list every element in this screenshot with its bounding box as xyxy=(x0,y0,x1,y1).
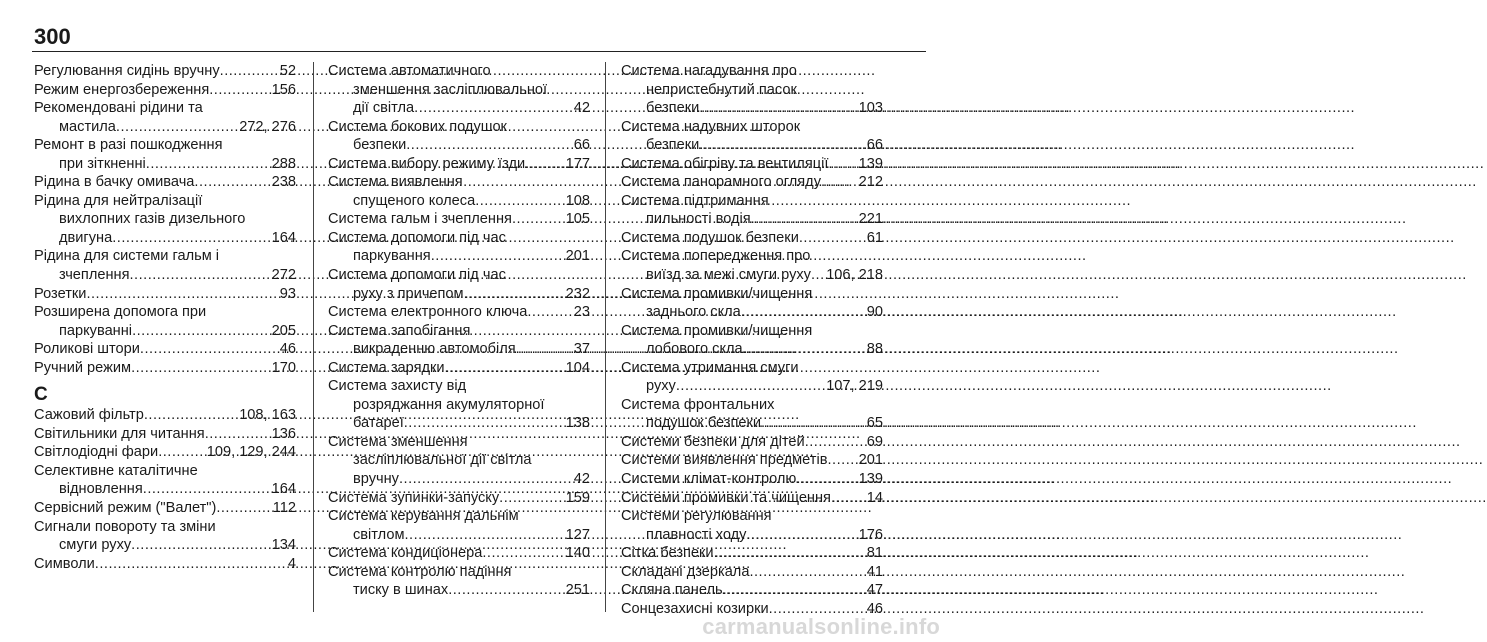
page-reference: 221 xyxy=(858,211,883,228)
dot-leader xyxy=(743,340,867,359)
index-entry-text: Система виявлення xyxy=(328,174,463,191)
dot-leader xyxy=(749,563,866,582)
index-entry-text: Скляна панель xyxy=(621,582,723,599)
index-entry xyxy=(621,433,883,452)
dot-leader xyxy=(216,499,272,518)
index-entry-text: викраденню автомобіля xyxy=(353,341,516,358)
index-entry xyxy=(328,210,590,229)
dot-leader xyxy=(144,406,239,425)
index-entry-text: Система нагадування про xyxy=(621,63,797,79)
index-entry xyxy=(34,136,296,173)
index-entry-text: при зіткненні xyxy=(59,155,146,172)
index-entry-text: Системи регулювання xyxy=(621,508,772,525)
dot-leader xyxy=(676,377,826,396)
page-reference: 288 xyxy=(271,155,296,172)
dot-leader xyxy=(399,470,574,489)
index-entry-text: Система промивки/чищення xyxy=(621,322,813,339)
page-reference: 69 xyxy=(866,433,883,450)
index-entry-text: Система надувних шторок xyxy=(621,118,801,135)
page-reference: 139 xyxy=(858,155,883,172)
index-entry-text: Система електронного ключа xyxy=(328,304,528,321)
header-rule xyxy=(32,51,926,52)
dot-leader xyxy=(831,489,867,508)
dot-leader xyxy=(796,470,858,489)
index-column-right xyxy=(621,62,883,618)
dot-leader xyxy=(482,544,565,563)
page-reference: 66 xyxy=(866,137,883,154)
page-reference: 90 xyxy=(866,304,883,321)
page-reference: 159 xyxy=(565,489,590,506)
index-entry-text: Сажовий фільтр xyxy=(34,407,144,424)
dot-leader xyxy=(445,359,566,378)
page-reference: 42 xyxy=(573,471,590,488)
index-entry-text: Рідина для нейтралізації xyxy=(34,192,203,209)
index-entry-text: Система допомоги під час xyxy=(328,229,506,246)
index-entry-text: Система допомоги під час xyxy=(328,267,506,284)
index-entry xyxy=(328,155,590,174)
index-entry xyxy=(34,303,296,340)
index-entry-text: паркування xyxy=(353,248,431,265)
dot-leader xyxy=(209,81,271,100)
dot-leader xyxy=(112,229,271,248)
section-letter: С xyxy=(34,384,48,406)
dot-leader xyxy=(699,136,867,155)
dot-leader xyxy=(723,581,867,600)
index-entry-text: Система автоматичного xyxy=(328,63,491,79)
index-entry-text: Розширена допомога при xyxy=(34,304,207,321)
dot-leader xyxy=(799,229,867,248)
page-reference: 41 xyxy=(866,563,883,580)
dot-leader xyxy=(512,210,566,229)
index-entry xyxy=(328,433,590,489)
index-entry-text: мастила xyxy=(59,118,116,135)
index-entry-text: Система зупинки-запуску xyxy=(328,489,500,506)
page-reference: 106, 218 xyxy=(826,267,883,284)
index-entry xyxy=(328,377,590,433)
index-entry-text: батареї xyxy=(353,415,404,432)
index-entry-text: Система вибору режиму їзди xyxy=(328,155,526,172)
page-reference: 37 xyxy=(573,341,590,358)
column-divider xyxy=(605,62,606,612)
index-entry-text: Рекомендовані рідини та xyxy=(34,100,203,117)
index-entry xyxy=(328,507,590,544)
index-entry-text: зчеплення xyxy=(59,267,130,284)
dot-leader xyxy=(132,322,272,341)
page-reference: 232 xyxy=(565,285,590,302)
dot-leader xyxy=(129,266,271,285)
index-entry xyxy=(621,563,883,582)
dot-leader xyxy=(448,581,565,600)
dot-leader xyxy=(194,173,271,192)
dot-leader xyxy=(143,480,272,499)
page-reference: 61 xyxy=(866,229,883,246)
page-reference: 238 xyxy=(271,174,296,191)
page-reference: 140 xyxy=(565,545,590,562)
index-entry xyxy=(621,581,883,600)
index-entry-text: засліплювальної дії світла xyxy=(353,452,532,469)
index-entry xyxy=(328,229,590,266)
dot-leader xyxy=(205,425,272,444)
index-entry xyxy=(34,340,296,359)
index-entry xyxy=(621,155,883,174)
index-column-middle xyxy=(328,62,590,600)
index-entry-text: вихлопних газів дизельного xyxy=(59,211,246,228)
index-entry xyxy=(328,173,590,210)
index-entry-text: руху з причепом xyxy=(353,285,464,302)
index-entry xyxy=(621,544,883,563)
dot-leader xyxy=(404,414,566,433)
index-entry-text: безпеки xyxy=(353,137,407,154)
index-entry xyxy=(621,118,883,155)
index-entry xyxy=(621,192,883,229)
page-reference: 109, 129, 244 xyxy=(206,444,296,461)
index-entry-text: зменшення засліплювальної xyxy=(353,81,548,98)
index-entry xyxy=(621,470,883,489)
page-reference: 164 xyxy=(271,229,296,246)
index-entry-text: Світильники для читання xyxy=(34,425,205,442)
dot-leader xyxy=(516,340,574,359)
dot-leader xyxy=(811,266,826,285)
dot-leader xyxy=(414,99,574,118)
index-entry-text: Система попередження про xyxy=(621,248,811,265)
index-entry xyxy=(34,247,296,284)
index-entry xyxy=(34,443,296,462)
index-entry xyxy=(621,396,883,433)
page-reference: 164 xyxy=(271,481,296,498)
index-entry-text: дії світла xyxy=(353,100,415,117)
index-entry-text: Система гальм і зчеплення xyxy=(328,211,512,228)
index-entry xyxy=(621,507,883,544)
page-reference: 14 xyxy=(866,489,883,506)
page-reference: 105 xyxy=(565,211,590,228)
page-reference: 139 xyxy=(858,471,883,488)
index-entry-text: тиску в шинах xyxy=(353,582,449,599)
dot-leader xyxy=(158,443,207,462)
index-entry xyxy=(34,99,296,136)
index-entry-text: Селективне каталітичне xyxy=(34,462,198,479)
dot-leader xyxy=(714,544,867,563)
index-entry-text: Ремонт в разі пошкодження xyxy=(34,137,223,154)
page-reference: 23 xyxy=(573,304,590,321)
index-entry-text: непристебнутий пасок xyxy=(646,81,797,98)
index-entry xyxy=(621,322,883,359)
page-reference: 156 xyxy=(271,81,296,98)
index-entry-text: подушок безпеки xyxy=(646,415,762,432)
index-entry-text: Система фронтальних xyxy=(621,396,775,413)
page-reference: 47 xyxy=(866,582,883,599)
index-entry-text: Система подушок безпеки xyxy=(621,229,799,246)
index-entry xyxy=(34,499,296,518)
page-reference: 272 xyxy=(271,267,296,284)
index-entry-text: Система кондиціонера xyxy=(328,545,483,562)
index-entry-text: Система промивки/чищення xyxy=(621,285,813,302)
index-entry xyxy=(34,359,296,378)
page-reference: 107, 219 xyxy=(826,378,883,395)
index-entry-text: руху xyxy=(646,378,676,395)
index-entry xyxy=(621,359,883,396)
index-entry xyxy=(34,285,296,304)
index-entry xyxy=(621,173,883,192)
index-entry xyxy=(328,322,590,359)
dot-leader xyxy=(827,451,858,470)
page-reference: 65 xyxy=(866,415,883,432)
index-entry-text: вручну xyxy=(353,471,399,488)
dot-leader xyxy=(805,433,867,452)
index-entry-text: смуги руху xyxy=(59,537,132,554)
index-entry-text: заднього скла xyxy=(646,304,741,321)
page-reference: 104 xyxy=(565,359,590,376)
page-reference: 52 xyxy=(279,63,296,79)
index-entry-text: світлом xyxy=(353,526,405,543)
dot-leader xyxy=(821,173,859,192)
index-entry-text: Система обігріву та вентиляції xyxy=(621,155,829,172)
index-entry xyxy=(328,489,590,508)
index-entry-text: Система панорамного огляду xyxy=(621,174,821,191)
index-entry-text: Сигнали повороту та зміни xyxy=(34,518,216,535)
index-entry xyxy=(328,266,590,303)
index-entry-text: Регулювання сидінь вручну xyxy=(34,63,220,79)
index-entry xyxy=(34,425,296,444)
dot-leader xyxy=(741,303,867,322)
index-entry xyxy=(621,285,883,322)
index-entry xyxy=(621,489,883,508)
page-reference: 176 xyxy=(858,526,883,543)
page-reference: 136 xyxy=(271,425,296,442)
page-reference: 201 xyxy=(858,452,883,469)
index-entry-text: двигуна xyxy=(59,229,113,246)
index-entry-text: Розетки xyxy=(34,285,87,302)
index-entry xyxy=(34,173,296,192)
index-entry xyxy=(328,62,590,118)
dot-leader xyxy=(464,285,566,304)
dot-leader xyxy=(475,192,565,211)
index-entry xyxy=(621,247,883,284)
index-entry-text: розряджання акумуляторної xyxy=(353,396,545,413)
index-entry xyxy=(34,192,296,248)
index-entry-text: Система захисту від xyxy=(328,378,467,395)
index-entry-text: Сонцезахисні козирки xyxy=(621,600,769,617)
index-entry xyxy=(34,518,296,555)
index-entry xyxy=(34,555,296,574)
index-entry-text: Світлодіодні фари xyxy=(34,444,159,461)
index-entry-text: Системи безпеки для дітей xyxy=(621,433,805,450)
dot-leader xyxy=(146,155,272,174)
index-entry xyxy=(34,62,296,81)
index-entry-text: Складані дзеркала xyxy=(621,563,750,580)
index-entry-text: спущеного колеса xyxy=(353,192,476,209)
index-entry-text: Системи виявлення предметів xyxy=(621,452,828,469)
index-entry-text: безпеки xyxy=(646,100,700,117)
dot-leader xyxy=(404,526,565,545)
column-divider xyxy=(313,62,314,612)
index-entry-text: Рідина в бачку омивача xyxy=(34,174,195,191)
index-entry-text: Система утримання смуги xyxy=(621,359,799,376)
dot-leader xyxy=(431,247,566,266)
page-reference: 66 xyxy=(573,137,590,154)
index-entry xyxy=(328,118,590,155)
page-reference: 205 xyxy=(271,322,296,339)
dot-leader xyxy=(95,555,288,574)
dot-leader xyxy=(761,414,867,433)
index-entry xyxy=(328,359,590,378)
page-reference: 108, 163 xyxy=(239,407,296,424)
index-entry-text: лобового скла xyxy=(646,341,743,358)
index-entry-text: Система керування дальнім xyxy=(328,508,519,525)
watermark: carmanualsonline.info xyxy=(702,614,940,639)
dot-leader xyxy=(527,303,573,322)
index-entry-text: плавності ходу xyxy=(646,526,747,543)
dot-leader xyxy=(699,99,858,118)
index-entry-text: Сервісний режим ("Валет") xyxy=(34,500,217,517)
index-entry-text: безпеки xyxy=(646,137,700,154)
page-reference: 4 xyxy=(287,555,296,572)
page-reference: 88 xyxy=(866,341,883,358)
dot-leader xyxy=(131,359,272,378)
dot-leader xyxy=(140,340,280,359)
index-entry-text: Режим енергозбереження xyxy=(34,81,210,98)
page-reference: 170 xyxy=(271,359,296,376)
dot-leader xyxy=(86,285,279,304)
index-entry xyxy=(621,229,883,248)
dot-leader xyxy=(828,155,858,174)
index-entry-text: відновлення xyxy=(59,481,143,498)
index-entry-text: Рідина для системи гальм і xyxy=(34,248,220,265)
page-reference: 177 xyxy=(565,155,590,172)
dot-leader xyxy=(525,155,566,174)
page-reference: 81 xyxy=(866,545,883,562)
index-entry-text: Системи промивки та чищення xyxy=(621,489,831,506)
page-reference: 134 xyxy=(271,537,296,554)
index-entry-text: Система зарядки xyxy=(328,359,445,376)
dot-leader xyxy=(746,526,858,545)
index-entry xyxy=(34,462,296,499)
index-entry xyxy=(328,303,590,322)
index-entry-text: Система підтримання xyxy=(621,192,769,209)
index-column-left xyxy=(34,62,296,573)
dot-leader xyxy=(751,210,859,229)
index-entry-text: виїзд за межі смуги руху xyxy=(646,267,811,284)
index-entry xyxy=(34,406,296,425)
page-reference: 251 xyxy=(565,582,590,599)
index-entry-text: Роликові штори xyxy=(34,341,140,358)
dot-leader xyxy=(131,536,271,555)
page-reference: 42 xyxy=(573,100,590,117)
index-entry-text: Сітка безпеки xyxy=(621,545,714,562)
index-entry xyxy=(328,544,590,563)
dot-leader xyxy=(116,118,239,137)
page-reference: 127 xyxy=(565,526,590,543)
index-entry-text: Система запобігання xyxy=(328,322,471,339)
index-entry-text: Система зменшення xyxy=(328,433,468,450)
dot-leader xyxy=(220,62,280,81)
index-entry-text: Система контролю падіння xyxy=(328,563,512,580)
index-entry-text: пильності водія xyxy=(646,211,751,228)
index-entry-text: Символи xyxy=(34,555,95,572)
page-reference: 138 xyxy=(565,415,590,432)
dot-leader xyxy=(406,136,574,155)
page-reference: 108 xyxy=(565,192,590,209)
index-entry-text: Системи клімат-контролю xyxy=(621,471,797,488)
page-reference: 103 xyxy=(858,100,883,117)
index-entry-text: паркуванні xyxy=(59,322,133,339)
page-reference: 46 xyxy=(279,341,296,358)
page-reference: 112 xyxy=(272,500,296,517)
page-reference: 93 xyxy=(279,285,296,302)
index-entry xyxy=(621,62,883,118)
index-entry xyxy=(34,81,296,100)
index-entry xyxy=(328,563,590,600)
index-entry xyxy=(621,451,883,470)
index-entry-text: Ручний режим xyxy=(34,359,132,376)
page-number: 300 xyxy=(34,24,71,49)
page-reference: 212 xyxy=(858,174,883,191)
dot-leader xyxy=(499,489,565,508)
page-reference: 46 xyxy=(866,600,883,617)
page-reference: 201 xyxy=(565,248,590,265)
page-reference: 272, 276 xyxy=(239,118,296,135)
index-entry-text: Система бокових подушок xyxy=(328,118,507,135)
